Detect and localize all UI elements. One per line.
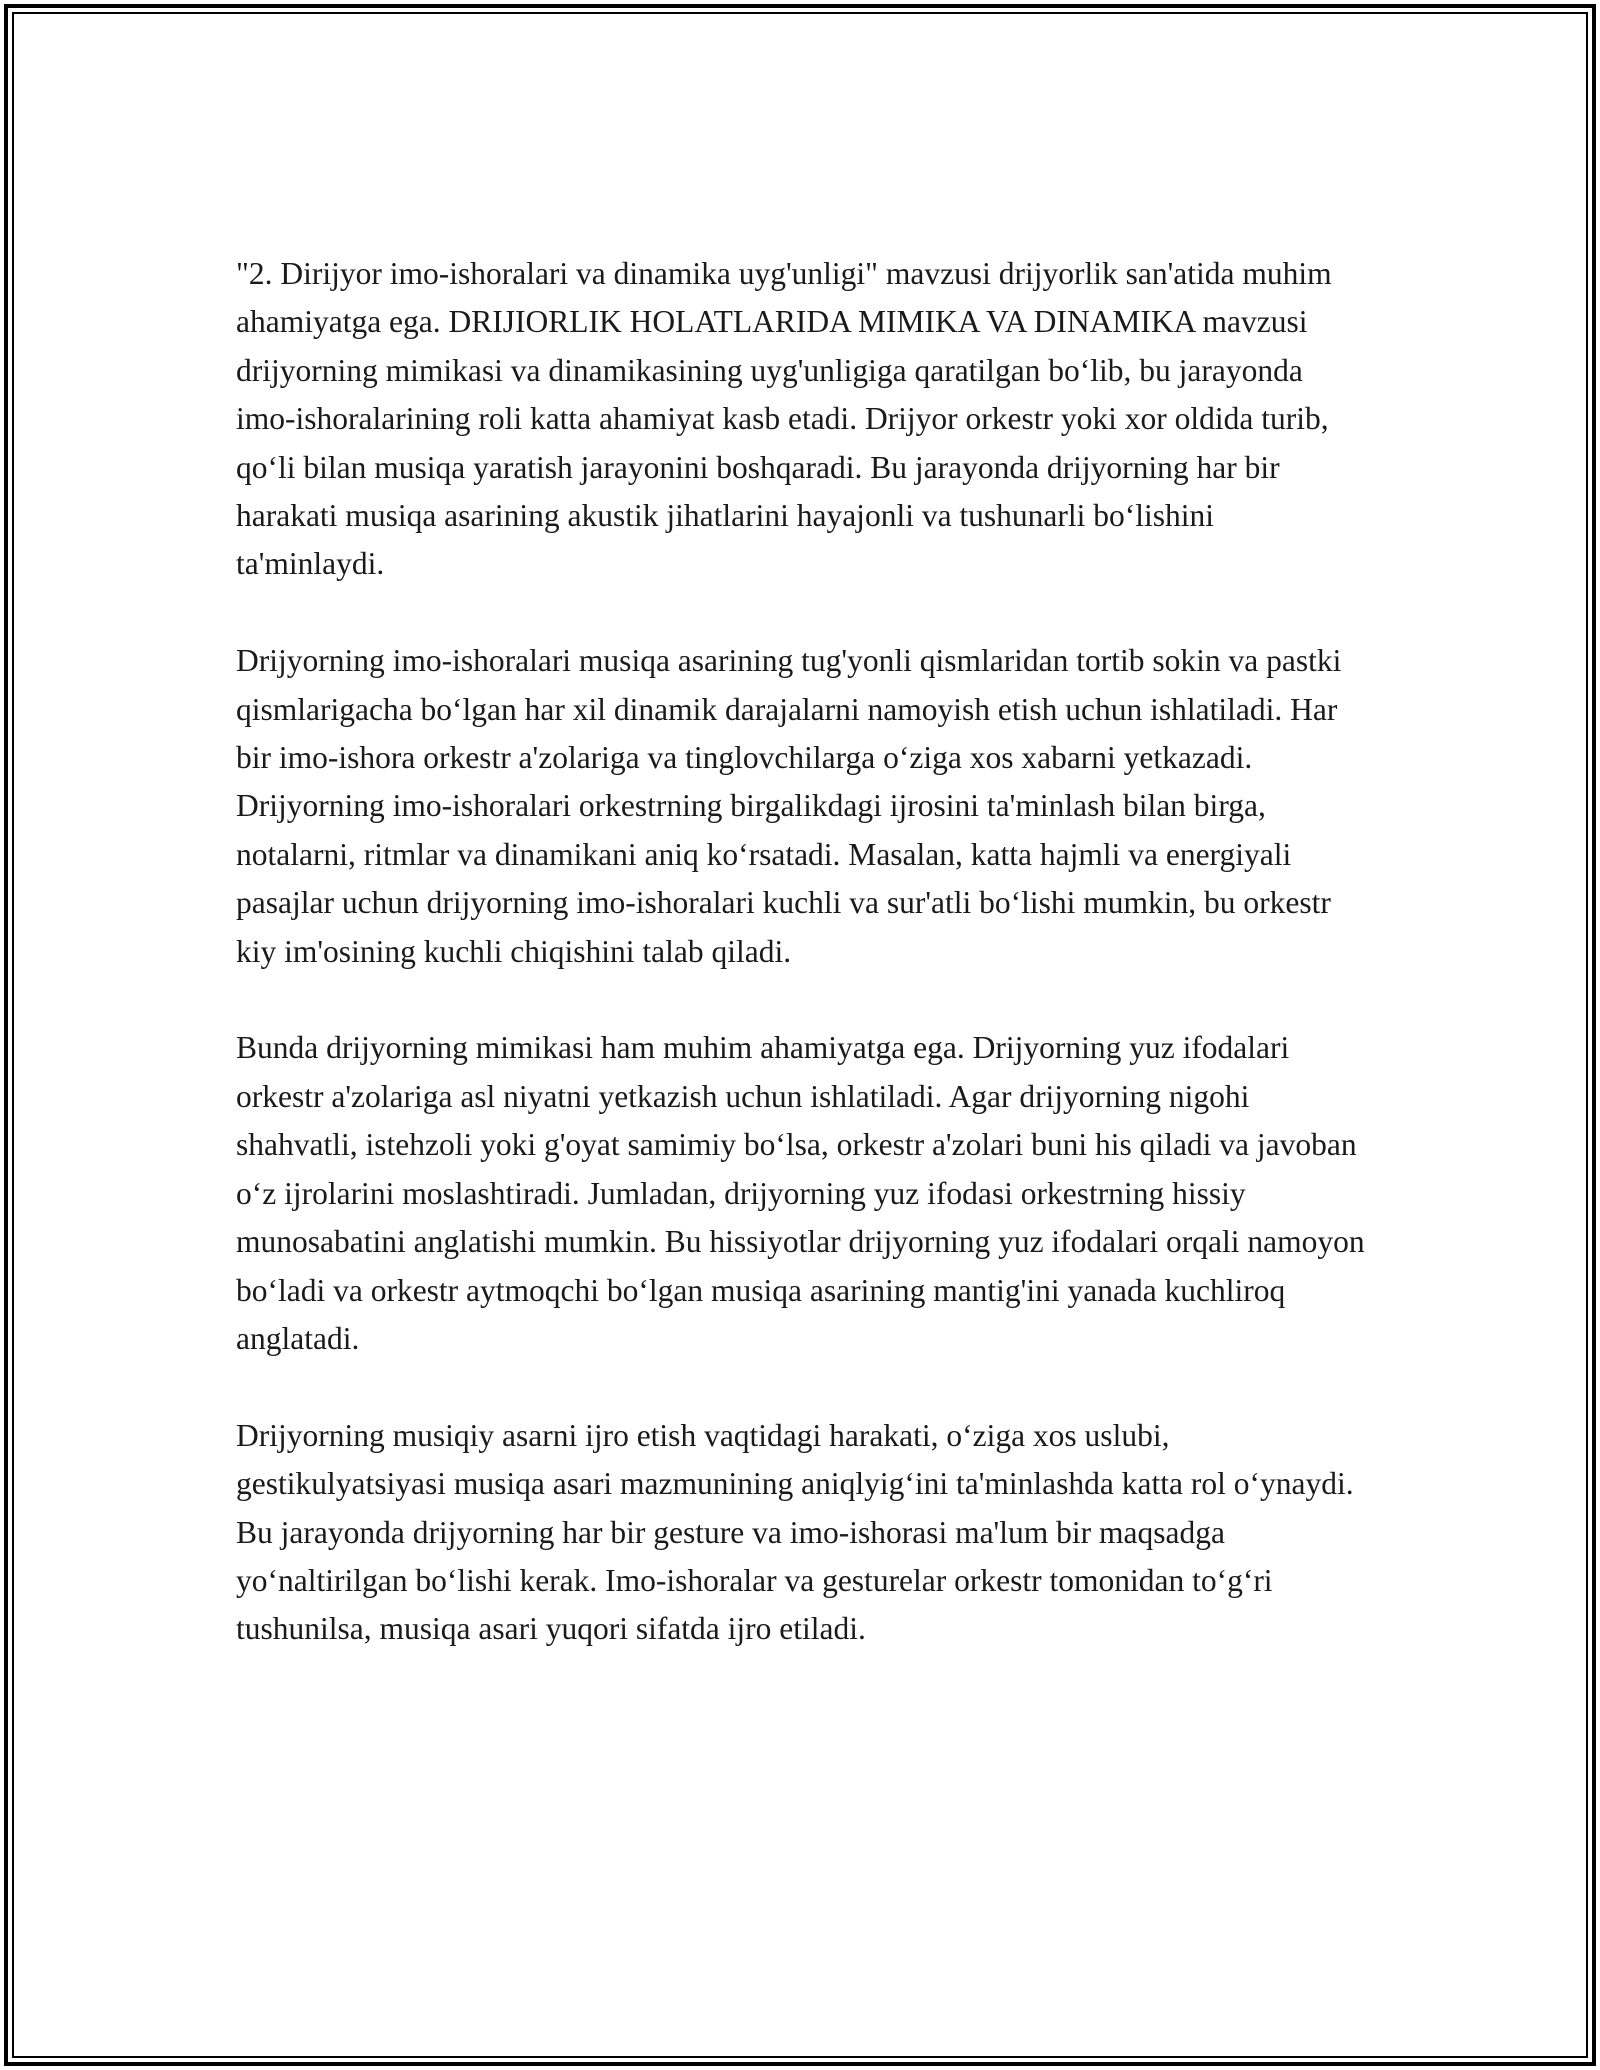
document-body (236, 250, 1366, 1702)
paragraph-3: Bunda drijyorning mimikasi ham muhim ahamiyatga ega. Drijyorning yuz ifodalari orkestr a'zolariga asl niyatni yetkazish uchun ishlatiladi. Agar drijyorning nigohi shahvatli, istehzoli yoki g'oyat samimiy bo‘lsa, orkestr a'zolari buni his qiladi va javoban o‘z ijrolarini moslashtiradi. Jumladan, drijyorning yuz ifodasi orkestrning hissiy munosabatini anglatishi mumkin. Bu hissiyotlar drijyorning yuz ifodalari orqali namoyon bo‘ladi va orkestr aytmoqchi bo‘lgan musiqa asarining mantig'ini yanada kuchliroq anglatadi. (236, 1030, 1365, 1356)
paragraph-4: Drijyorning musiqiy asarni ijro etish vaqtidagi harakati, o‘ziga xos uslubi, gestikulyatsiyasi musiqa asari mazmunining aniqlyig‘ini ta'minlashda katta rol o‘ynaydi. Bu jarayonda drijyorning har bir gesture va imo-ishorasi ma'lum bir maqsadga yo‘naltirilgan bo‘lishi kerak. Imo-ishoralar va gesturelar orkestr tomonidan to‘g‘ri tushunilsa, musiqa asari yuqori sifatda ijro etiladi. (236, 1417, 1354, 1647)
paragraph-2: Drijyorning imo-ishoralari musiqa asarining tug'yonli qismlaridan tortib sokin va pastki qismlarigacha bo‘lgan har xil dinamik darajalarni namoyish etish uchun ishlatiladi. Har bir imo-ishora orkestr a'zolariga va tinglovchilarga o‘ziga xos xabarni yetkazadi. Drijyorning imo-ishoralari orkestrning birgalikdagi ijrosini ta'minlash bilan birga, notalarni, ritmlar va dinamikani aniq ko‘rsatadi. Masalan, katta hajmli va energiyali pasajlar uchun drijyorning imo-ishoralari kuchli va sur'atli bo‘lishi mumkin, bu orkestr kiy im'osining kuchli chiqishini talab qiladi. (236, 643, 1342, 969)
paragraph-1: "2. Dirijyor imo-ishoralari va dinamika uyg'unligi" mavzusi drijyorlik san'atida muhim ahamiyatga ega. DRIJIORLIK HOLATLARIDA MIMIKA VA DINAMIKA mavzusi drijyorning mimikasi va dinamikasining uyg'unligiga qaratilgan bo‘lib, bu jarayonda imo-ishoralarining roli katta ahamiyat kasb etadi. Drijyor orkestr yoki xor oldida turib, qo‘li bilan musiqa yaratish jarayonini boshqaradi. Bu jarayonda drijyorning har bir harakati musiqa asarining akustik jihatlarini hayajonli va tushunarli bo‘lishini ta'minlaydi. (236, 256, 1332, 582)
